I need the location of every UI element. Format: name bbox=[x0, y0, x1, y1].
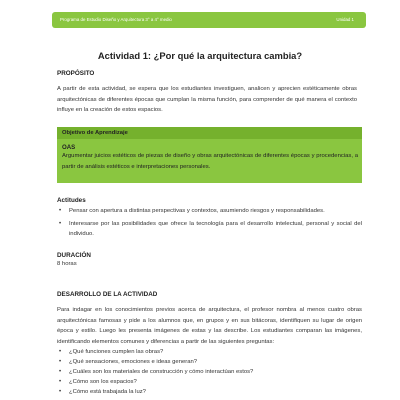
learning-objective-text: Argumentar juicios estéticos de piezas de diseño y obras arquitectónicas de diferentes épocas y procedencias, a partir de análisis estéticos e interpretaciones personales. bbox=[62, 153, 358, 170]
question-text: ¿Cuáles son los materiales de construcción y cómo interactúan estos? bbox=[69, 369, 254, 375]
list-item bbox=[57, 387, 362, 397]
actitud-text: Pensar con apertura a distintas perspectivas y contextos, asumiendo riesgos y responsabilidades. bbox=[69, 208, 325, 214]
question-text: ¿Qué sensaciones, emociones e ideas generan? bbox=[69, 359, 198, 365]
desarrollo-text: Para indagar en los conocimientos previos acerca de arquitectura, el profesor nombra al menos cuatro obras arquitectónicas famosas y pide a los alumnos que, en grupos y en sus bitácoras, identifiquen su lugar de origen época y estilo. Luego les presenta imágenes de estas y las describe. Los estudiantes comparan las imágenes, identificando elementos comunes y diferencias a partir de las siguientes preguntas: bbox=[57, 307, 362, 345]
actitud-text: Interesarse por las posibilidades que ofrece la tecnología para el desarrollo intelectual, personal y social del individuo. bbox=[69, 221, 362, 237]
question-text: ¿Cómo son los espacios? bbox=[69, 379, 137, 385]
actitudes-list bbox=[57, 206, 362, 239]
duracion-heading: DURACIÓN bbox=[57, 252, 91, 259]
bullet-icon: • bbox=[59, 379, 62, 385]
actitudes-heading: Actitudes bbox=[57, 197, 86, 204]
bullet-icon: • bbox=[59, 369, 62, 375]
desarrollo-heading: DESARROLLO DE LA ACTIVIDAD bbox=[57, 291, 158, 298]
duracion-value: 8 horas bbox=[57, 261, 77, 267]
unit-label: Unidad 1 bbox=[336, 17, 354, 22]
bullet-icon: • bbox=[59, 389, 62, 395]
list-item bbox=[57, 377, 362, 387]
proposito-text: A partir de esta actividad, se espera que los estudiantes investiguen, analicen y aprecien estéticamente obras arquitectónicas de diferentes épocas que cumplan la misma función, para comprender de qué manera el contexto influye en la creación de estos espacios. bbox=[57, 86, 357, 113]
learning-objective-box bbox=[57, 127, 362, 183]
list-item bbox=[57, 357, 362, 367]
oas-label: OAS bbox=[62, 144, 76, 151]
bullet-icon: • bbox=[59, 359, 62, 365]
question-text: ¿Cómo está trabajada la luz? bbox=[69, 389, 146, 395]
list-item bbox=[57, 206, 362, 216]
proposito-heading: PROPÓSITO bbox=[57, 70, 95, 77]
activity-title: Actividad 1: ¿Por qué la arquitectura cambia? bbox=[97, 50, 303, 61]
list-item bbox=[57, 347, 362, 357]
questions-list bbox=[57, 347, 362, 397]
page-header-band bbox=[52, 12, 366, 28]
program-name: Programa de Estudio Diseño y Arquitectura 3° a 4° medio bbox=[60, 17, 172, 22]
list-item bbox=[57, 367, 362, 377]
question-text: ¿Qué funciones cumplen las obras? bbox=[69, 349, 164, 355]
learning-objective-heading: Objetivo de Aprendizaje bbox=[57, 127, 362, 139]
bullet-icon: • bbox=[59, 208, 62, 214]
list-item bbox=[57, 219, 362, 239]
bullet-icon: • bbox=[59, 221, 62, 227]
bullet-icon: • bbox=[59, 349, 62, 355]
